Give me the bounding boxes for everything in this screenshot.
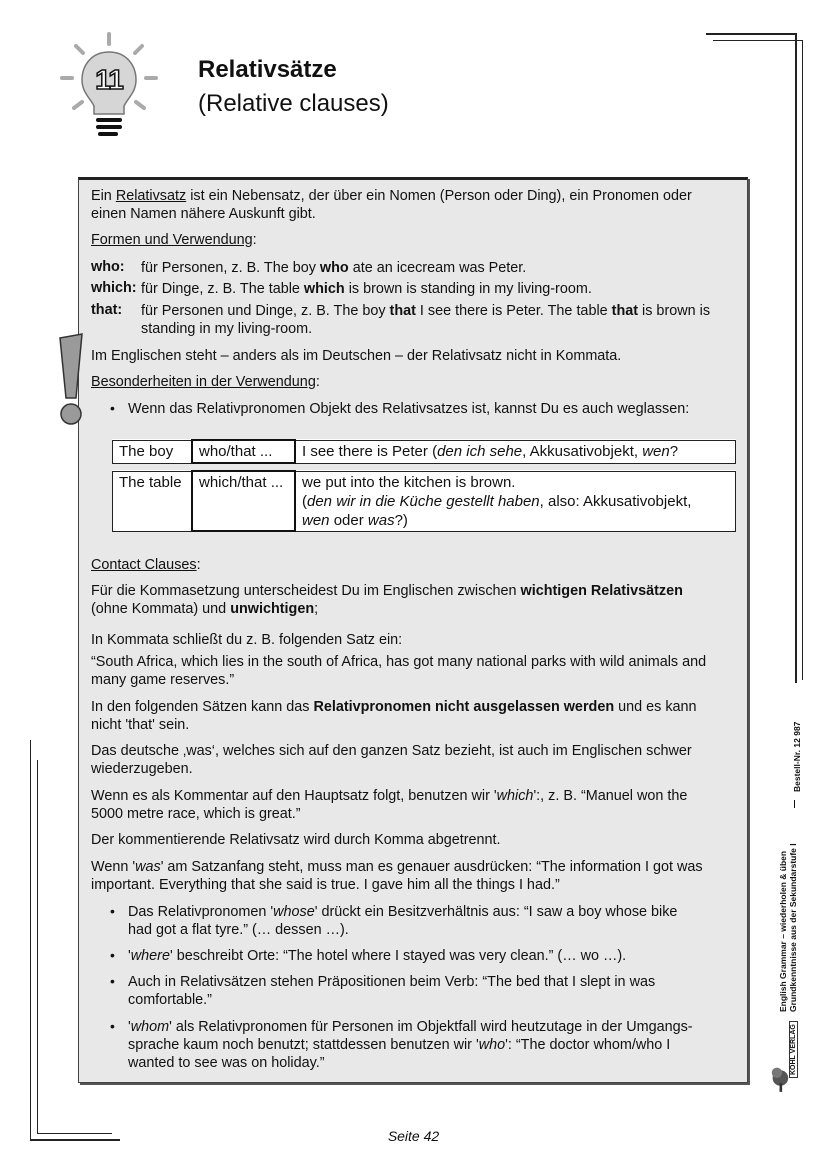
table-cell-pronoun: which/that ... (192, 471, 295, 531)
contact-p4: In den folgenden Sätzen kann das Relativpronomen nicht ausgelassen werden und es kann nicht 'that' sein. (91, 699, 697, 733)
table-cell-subject: The boy (113, 440, 193, 463)
bullet-prepositions: Auch in Relativsätzen stehen Präpositionen beim Verb: “The bed that I slept in was comfortable.” (128, 974, 656, 1008)
bullet-point: • (110, 400, 115, 416)
sidebar-line-2: Grundkenntnisse aus der Sekundarstufe I (788, 843, 798, 1012)
frame-line-left-2 (37, 760, 38, 1134)
term-that: that: (91, 302, 123, 318)
table-cell-clause: I see there is Peter (den ich sehe, Akkusativobjekt, wen? (295, 440, 736, 463)
sidebar-order-number: Bestell-Nr. 12 987 (792, 721, 802, 792)
frame-line-right-1 (795, 33, 797, 683)
lesson-number: 11 (95, 64, 123, 95)
forms-heading: Formen und Verwendung: (91, 232, 257, 248)
who-definition: für Personen, z. B. The boy who ate an icecream was Peter. (141, 260, 527, 276)
contact-p6: Wenn es als Kommentar auf den Hauptsatz folgt, benutzen wir 'which':, z. B. “Manuel won the 5000 metre race, which is great.” (91, 788, 688, 822)
term-relativsatz: Relativsatz (115, 188, 187, 204)
publisher-name: KOHL VERLAG (789, 1021, 798, 1078)
frame-line-top-right (706, 33, 796, 35)
special-bullet-text: Wenn das Relativpronomen Objekt des Relativsatzes ist, kannst Du es auch weglassen: (128, 401, 690, 417)
table-cell-subject: The table (113, 471, 193, 531)
bullet-point: • (110, 973, 115, 989)
table-row (113, 440, 736, 463)
contact-p2: In Kommata schließt du z. B. folgenden Satz ein: (91, 632, 403, 648)
bullet-point: • (110, 947, 115, 963)
page-number: Seite 42 (387, 1128, 440, 1144)
bullet-point: • (110, 1018, 115, 1034)
which-definition: für Dinge, z. B. The table which is brown is standing in my living-room. (141, 281, 592, 297)
intro-paragraph: Ein Relativsatz ist ein Nebensatz, der über ein Nomen (Person oder Ding), ein Pronomen oder einen Namen nähere Auskunft gibt. (91, 188, 692, 222)
bullet-whom: 'whom' als Relativpronomen für Personen im Objektfall wird heutzutage in der Umgangs- sprache kaum noch benutzt; stattdessen benutzen wir 'who': “The doctor whom/who I wanted to see was on holiday.” (128, 1019, 693, 1071)
frame-line-top-right-2 (713, 40, 803, 41)
example-table-boy (112, 439, 736, 464)
bullet-whose: Das Relativpronomen 'whose' drückt ein Besitzverhältnis aus: “I saw a boy whose bike had got a flat tyre.” (… dessen …). (128, 904, 678, 938)
special-heading: Besonderheiten in der Verwendung: (91, 374, 320, 390)
table-cell-clause: we put into the kitchen is brown. (den wir in die Küche gestellt haben, also: Akkusativobjekt, wen oder was?) (295, 471, 736, 531)
table-cell-pronoun: who/that ... (192, 440, 295, 463)
exclamation-icon (56, 332, 86, 428)
contact-heading: Contact Clauses: (91, 557, 201, 573)
contact-p7: Der kommentierende Relativsatz wird durch Komma abgetrennt. (91, 832, 501, 848)
term-which: which: (91, 280, 137, 296)
frame-line-right-2 (802, 40, 803, 680)
bullet-where: 'where' beschreibt Orte: “The hotel where I stayed was very clean.” (… wo …). (128, 948, 627, 964)
sidebar-line-1: English Grammar – wiederholen & üben (778, 850, 788, 1012)
frame-line-left-1 (30, 740, 31, 1140)
page-subtitle: (Relative clauses) (198, 90, 389, 117)
contact-p3: “South Africa, which lies in the south of Africa, has got many national parks with wild animals and many game reserves.” (91, 654, 707, 688)
bullet-point: • (110, 903, 115, 919)
contact-p5: Das deutsche ‚was‘, welches sich auf den ganzen Satz bezieht, ist auch im Englischen schwer wiederzugeben. (91, 743, 692, 777)
term-who: who: (91, 259, 125, 275)
table-row (113, 471, 736, 531)
contact-p1: Für die Kommasetzung unterscheidest Du im Englischen zwischen wichtigen Relativsätzen (ohne Kommata) und unwichtigen; (91, 583, 683, 617)
english-note: Im Englischen steht – anders als im Deutschen – der Relativsatz nicht in Kommata. (91, 348, 622, 364)
sidebar-separator (794, 800, 795, 808)
that-definition: für Personen und Dinge, z. B. The boy that I see there is Peter. The table that is brown is standing in my living-room. (141, 303, 711, 337)
page-title: Relativsätze (198, 56, 337, 83)
contact-p8: Wenn 'was' am Satzanfang steht, muss man es genauer ausdrücken: “The information I got was important. Everything that she said is true. I gave him all the things I had.” (91, 859, 703, 893)
example-table-table (112, 470, 736, 532)
